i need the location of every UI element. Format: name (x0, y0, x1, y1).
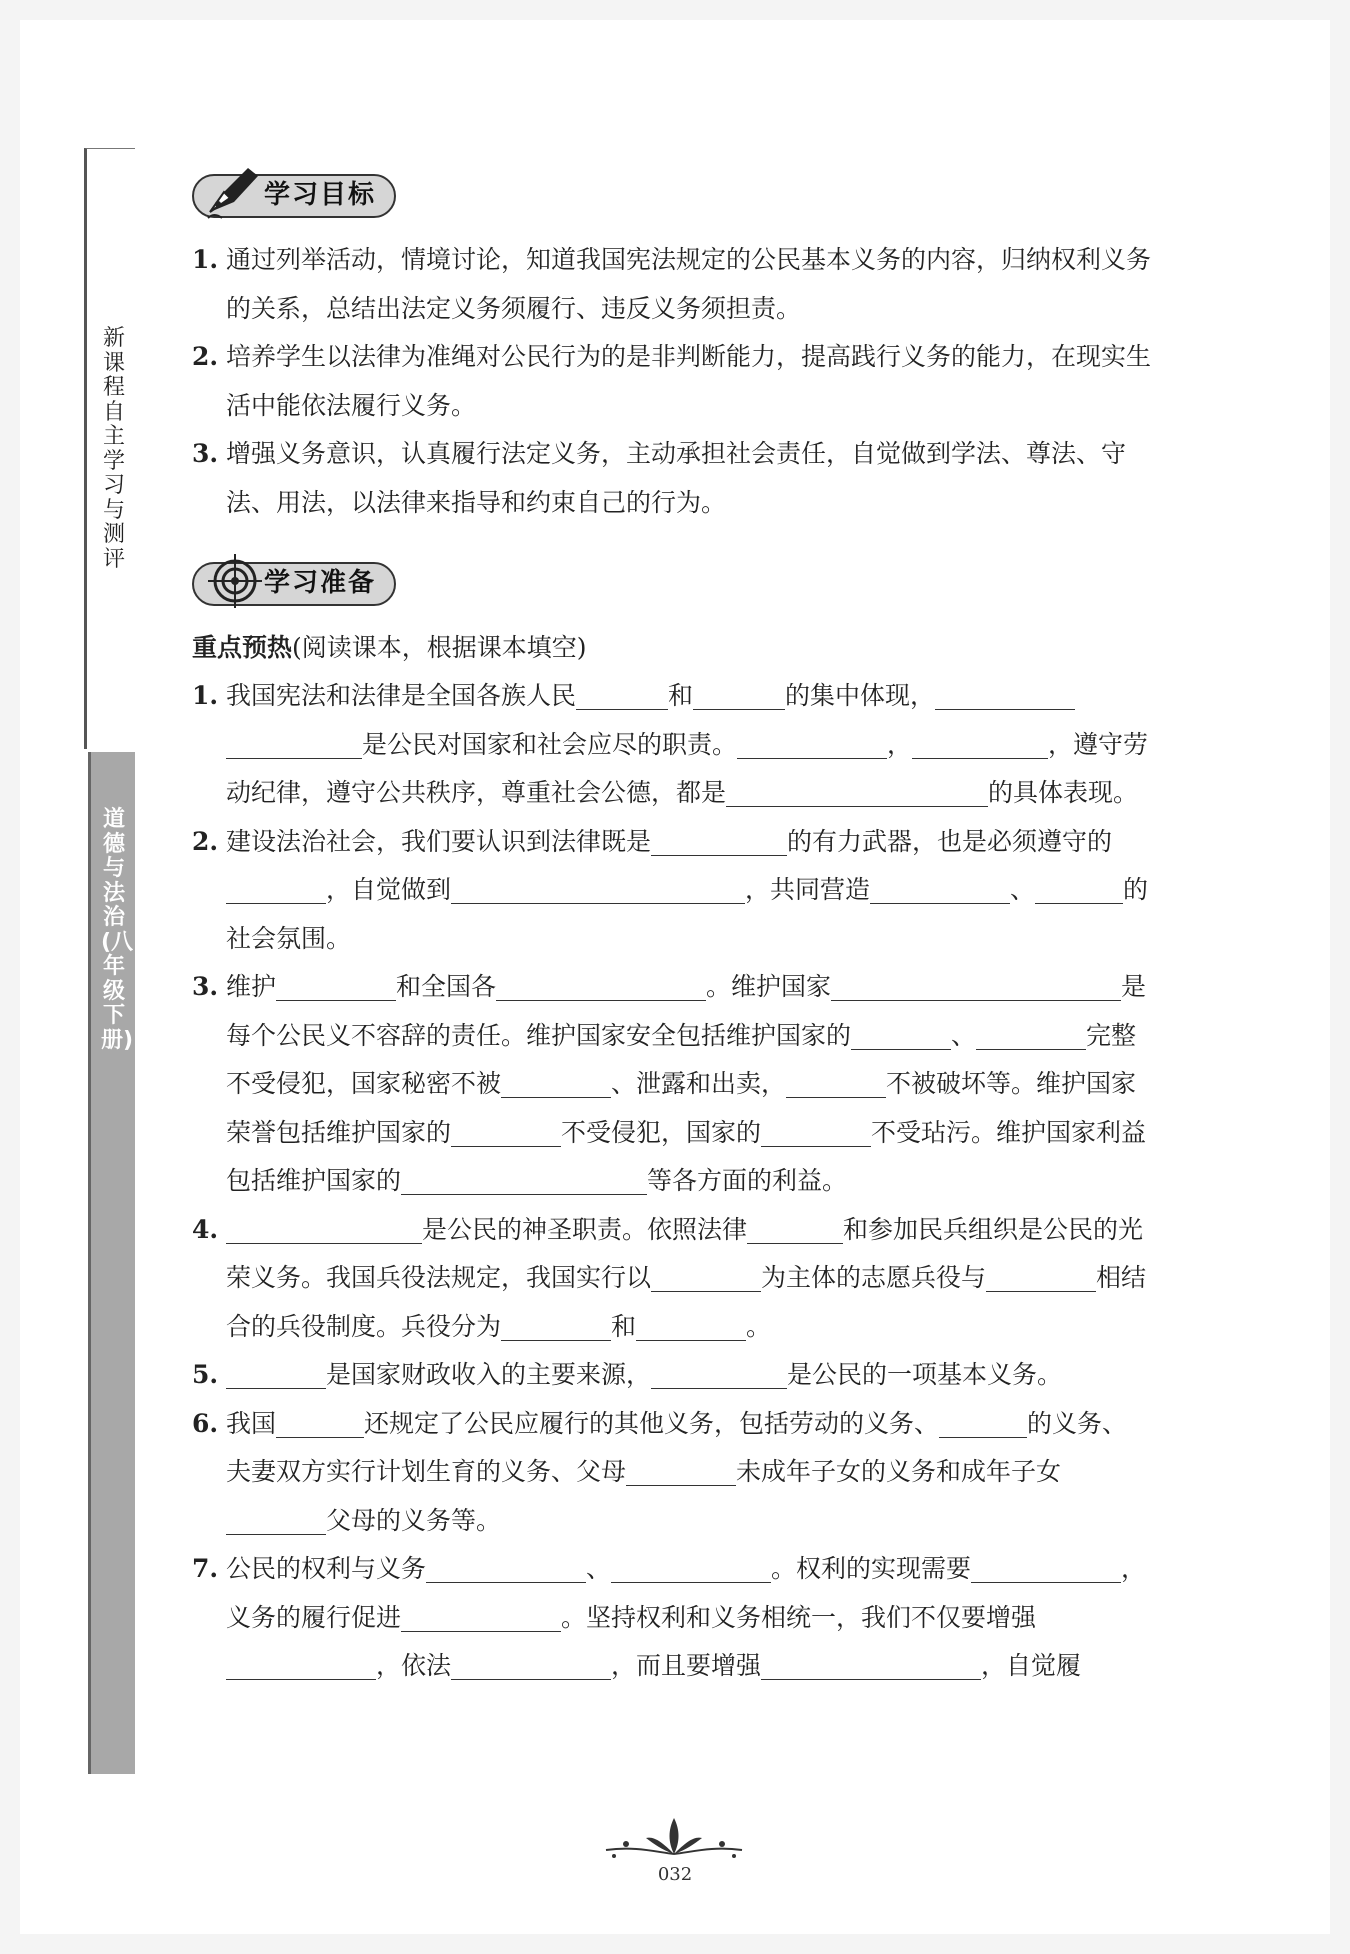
question-text: 和参加民兵组织是公民的光荣义务。我国兵役法规定，我国实行以 (226, 1214, 1144, 1292)
question-text: 我国宪法和法律是全国各族人民 (226, 681, 577, 710)
question-text: 是国家财政收入的主要来源， (326, 1360, 652, 1389)
goal-text: 培养学生以法律为准绳对公民行为的是非判断能力，提高践行义务的能力，在现实生活中能依法履行义务。 (226, 342, 1152, 420)
question-text: 、泄露和出卖， (611, 1069, 787, 1098)
subject-title: 道德与法治(八年级下册) (101, 807, 134, 1053)
answer-blank[interactable] (786, 1067, 886, 1098)
goal-item (192, 333, 1152, 430)
answer-blank[interactable] (693, 679, 785, 710)
question-1 (192, 672, 1152, 818)
exercise-heading-note: (阅读课本，根据课本填空) (292, 633, 587, 662)
question-text: 完整不受侵犯，国家秘密不被 (226, 1020, 1137, 1098)
question-text: ，共同营造 (745, 875, 871, 904)
question-text: 我国 (226, 1408, 277, 1438)
answer-blank[interactable] (747, 1213, 843, 1244)
question-text: 的有力武器，也是必须遵守的 (787, 826, 1113, 856)
answer-blank[interactable] (976, 1019, 1086, 1050)
question-text: ，遵守劳动纪律，遵守公共秩序，尊重社会公德，都是 (226, 729, 1149, 807)
answer-blank[interactable] (971, 1552, 1121, 1583)
question-text: 是公民的一项基本义务。 (787, 1360, 1063, 1389)
answer-blank[interactable] (611, 1552, 771, 1583)
answer-blank[interactable] (451, 1649, 611, 1680)
question-text: 未成年子女的义务和成年子女 (736, 1457, 1062, 1486)
answer-blank[interactable] (651, 1358, 787, 1389)
question-text: 等各方面的利益。 (647, 1166, 848, 1195)
question-text: 相结合的兵役制度。兵役分为 (226, 1263, 1147, 1341)
target-icon (204, 550, 266, 612)
question-text: 为主体的志愿兵役与 (761, 1263, 987, 1292)
question-text: 。维护国家 (706, 972, 832, 1001)
answer-blank[interactable] (496, 970, 706, 1001)
section-header-preparation (192, 562, 396, 606)
answer-blank[interactable] (1071, 970, 1121, 1001)
fill-in-exercises (192, 624, 1152, 1691)
answer-blank[interactable] (912, 728, 1048, 759)
question-text: 、 (1010, 875, 1036, 904)
answer-blank[interactable] (226, 1649, 376, 1680)
question-text: 。权利的实现需要 (771, 1554, 972, 1583)
question-number: 4. (192, 1214, 219, 1244)
answer-blank[interactable] (576, 679, 668, 710)
question-3 (192, 963, 1152, 1206)
answer-blank[interactable] (226, 1504, 326, 1535)
question-text: 还规定了公民应履行的其他义务，包括劳动的义务、 (364, 1408, 940, 1438)
answer-blank[interactable] (651, 825, 787, 856)
side-tab-subject (88, 752, 135, 1774)
question-number: 6. (192, 1408, 219, 1438)
question-text: 。 (746, 1311, 772, 1341)
series-title: 新课程自主学习与测评 (102, 326, 125, 572)
question-text: 不受侵犯，国家的 (561, 1117, 762, 1147)
answer-blank[interactable] (939, 1407, 1027, 1438)
question-text: 建设法治社会，我们要认识到法律既是 (226, 826, 652, 856)
question-2 (192, 818, 1152, 964)
answer-blank[interactable] (761, 1116, 871, 1147)
question-number: 1. (192, 681, 219, 710)
page-number: 032 (657, 1864, 693, 1885)
section-title-goals: 学习目标 (264, 180, 377, 210)
section-header-goals (192, 174, 396, 218)
question-number: 5. (192, 1360, 219, 1389)
question-5 (192, 1351, 1152, 1400)
question-text: ，自觉做到 (326, 875, 452, 904)
answer-blank[interactable] (651, 1261, 761, 1292)
goals-list (192, 236, 1152, 527)
question-7 (192, 1545, 1152, 1691)
question-text: 的社会氛围。 (226, 875, 1149, 953)
answer-blank[interactable] (986, 1261, 1096, 1292)
answer-blank[interactable] (626, 1455, 736, 1486)
question-text: 和全国各 (396, 972, 497, 1001)
question-text: 、 (586, 1554, 612, 1583)
answer-blank[interactable] (501, 1067, 611, 1098)
answer-blank[interactable] (451, 1116, 561, 1147)
answer-blank[interactable] (276, 1407, 364, 1438)
question-text: 。坚持权利和义务相统一，我们不仅要增强 (561, 1602, 1037, 1632)
question-text: 、 (951, 1020, 977, 1050)
question-text: 的具体表现。 (988, 778, 1139, 807)
question-4 (192, 1206, 1152, 1352)
question-number: 3. (192, 972, 219, 1001)
question-text: ，而且要增强 (611, 1651, 762, 1680)
answer-blank[interactable] (737, 728, 887, 759)
goal-text: 通过列举活动，情境讨论，知道我国宪法规定的公民基本义务的内容，归纳权利义务的关系，总结出法定义务须履行、违反义务须担责。 (226, 245, 1152, 323)
question-text: 父母的义务等。 (326, 1505, 502, 1535)
answer-blank[interactable] (851, 1019, 951, 1050)
question-text: 不被破坏等。维护国家荣誉包括维护国家的 (226, 1069, 1137, 1147)
answer-blank[interactable] (831, 970, 1071, 1001)
answer-blank[interactable] (636, 1310, 746, 1341)
goal-number: 3. (192, 439, 219, 468)
answer-blank[interactable] (401, 1164, 647, 1195)
question-text: ， (887, 729, 913, 759)
exercise-heading (192, 624, 1152, 672)
answer-blank[interactable] (226, 1213, 422, 1244)
goal-number: 2. (192, 342, 219, 371)
question-text: 是公民对国家和社会应尽的职责。 (362, 729, 738, 759)
answer-blank[interactable] (276, 970, 396, 1001)
question-text: ，义务的履行促进 (226, 1554, 1147, 1632)
answer-blank[interactable] (870, 873, 1010, 904)
answer-blank[interactable] (726, 776, 988, 807)
question-text: 和 (611, 1311, 637, 1341)
answer-blank[interactable] (451, 873, 745, 904)
answer-blank[interactable] (226, 873, 326, 904)
goal-item (192, 236, 1152, 333)
question-text: 的集中体现， (785, 681, 936, 710)
goal-text: 增强义务意识，认真履行法定义务，主动承担社会责任，自觉做到学法、尊法、守法、用法，以法律来指导和约束自己的行为。 (226, 439, 1127, 517)
pen-nib-icon (204, 162, 266, 224)
question-text: 不受玷污。维护国家利益包括维护国家的 (226, 1117, 1147, 1195)
exercise-heading-bold: 重点预热 (192, 633, 293, 662)
answer-blank[interactable] (935, 679, 1075, 710)
goal-number: 1. (192, 245, 219, 274)
answer-blank[interactable] (226, 728, 362, 759)
goal-item (192, 430, 1152, 527)
answer-blank[interactable] (401, 1601, 561, 1632)
question-text: 维护 (226, 972, 277, 1001)
question-text: ，依法 (376, 1651, 452, 1680)
answer-blank[interactable] (501, 1310, 611, 1341)
question-text: 的义务、夫妻双方实行计划生育的义务、父母 (226, 1408, 1128, 1486)
answer-blank[interactable] (426, 1552, 586, 1583)
question-number: 2. (192, 826, 219, 856)
question-text: 是每个公民义不容辞的责任。维护国家安全包括维护国家的 (226, 972, 1147, 1050)
answer-blank[interactable] (226, 1358, 326, 1389)
answer-blank[interactable] (761, 1649, 981, 1680)
question-text: 公民的权利与义务 (226, 1554, 427, 1583)
section-title-preparation: 学习准备 (264, 568, 377, 598)
question-number: 7. (192, 1554, 219, 1583)
side-tab-series (84, 148, 135, 749)
floral-ornament-icon (596, 1812, 752, 1862)
question-text: 和 (668, 681, 694, 710)
answer-blank[interactable] (1035, 873, 1123, 904)
question-text: 是公民的神圣职责。依照法律 (422, 1214, 748, 1244)
question-6 (192, 1400, 1152, 1546)
question-text: ，自觉履 (981, 1651, 1082, 1680)
